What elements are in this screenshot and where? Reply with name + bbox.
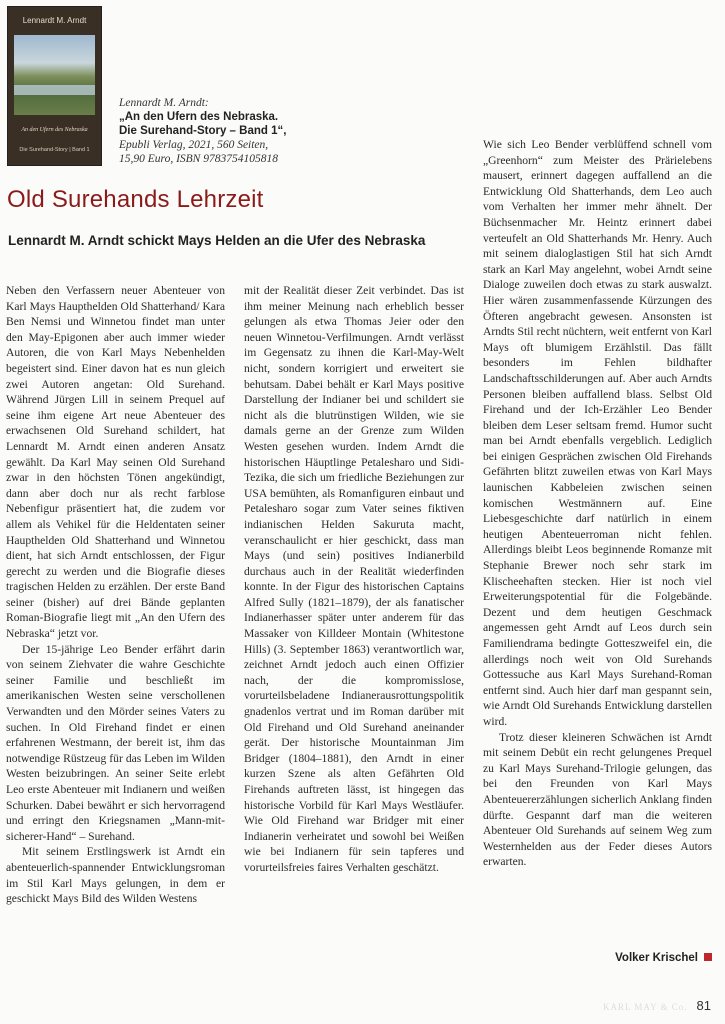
column-3	[483, 137, 712, 870]
cover-title: An den Ufern des Nebraska	[21, 127, 88, 133]
paragraph: Mit seinem Erstlingswerk ist Arndt ein abenteuerlich-spannender Entwicklungsroman im Stil Karl Mays gelungen, in dem er geschickt Mays Bild des Wilden Westens	[6, 845, 225, 906]
cover-image	[14, 35, 95, 115]
magazine-name: KARL MAY & Co.	[603, 1002, 688, 1012]
author-name: Volker Krischel	[615, 952, 698, 964]
book-cover	[7, 6, 102, 166]
cover-author: Lennardt M. Arndt	[22, 16, 87, 25]
paragraph: mit der Realität dieser Zeit verbindet. Das ist ihm meiner Meinung nach erheblich besser gelungen als etwa Thomas Jeier oder den neuen Winnetou-Verfilmungen. Arndt verlässt im Gegensatz zu ihnen die Karl-May-Welt nicht, sondern korrigiert und erweitert sie behutsam. Dabei behält er Karl Mays positive Darstellung der Indianer bei und schildert sie nicht als die blutrünstigen Wilden, wie sie damals gerne an der Grenze zum Wilden Westen gesehen wurden. Indem Arndt die historischen Häuptlinge Petalesharo und Sidi-Tezika, die sich um friedliche Beziehungen zur USA bemühten, als Romanfiguren einbaut und Petalesharo sogar zum Vater seines fiktiven indianischen Helden Sakuruta macht, veranschaulicht er hier geschickt, dass man Mays (und sein) positives Indianerbild durchaus auch in der Realität wiederfinden konnte. In der Figur des historischen Captains Alfred Sully (1821–1879), der als fanatischer Indianerhasser später unter anderem für das Massaker von Killdeer Montain (Whitestone Hills) (3. September 1863) verantwortlich war, zeichnet Arndt jedoch auch einen Offizier nach, der die kompromisslose, vorurteilsbeladene Indianerausrottungspolitik gnadenlos vertrat und im Roman darüber mit Old Firehand und Old Surehand aneinander gerät. Der historische Mountainman Jim Bridger (1804–1881), den Arndt in einer kurzen Szene als alten Gefährten Old Firehands auftreten lässt, ist hingegen das historische Vorbild für Karl Mays Westläufer. Wie Old Firehand war Bridger mit einer Indianerin verheiratet und sowohl bei Weißen wie bei Indianern für sein tapferes und vorurteilsfreies faires Verhalten geschätzt.	[244, 284, 464, 874]
cover-series: Die Surehand-Story | Band 1	[19, 147, 90, 153]
page-number: 81	[696, 998, 711, 1013]
paragraph: Trotz dieser kleineren Schwächen ist Arndt mit seinem Debüt ein recht gelungenes Prequel zu Karl Mays Surehand-Trilogie gelungen, das bei den Freunden von Karl Mays Abenteuererzählungen sicherlich Anklang finden dürfte. Gespannt darf man die weiteren Abenteuer Old Surehands auf seinem Weg zum Westernhelden aus der Feder dieses Autors erwarten.	[483, 730, 712, 869]
paragraph: Wie sich Leo Bender verblüffend schnell vom „Greenhorn“ zum Meister des Prärielebens mausert, erinnert dagegen auffallend an die Entwicklung Old Shatterhands, dem Leo auch vom Verhalten her immer mehr ähnelt. Der Büchsenmacher Mr. Heintz erinnert dabei verteufelt an Old Shatterhands Mr. Henry. Auch mit seinem dialoglastigen Stil hat sich Arndt stark an Karl May angelehnt, wobei Arndt seine Dialoge zuweilen doch etwas zu stark auswalzt. Hier wären zusammenfassende Kürzungen des Öfteren angebracht gewesen. Ansonsten ist Arndts Stil recht nüchtern, weit entfernt von Karl Mays oft blumigem Erzählstil. Das fällt besonders im Fehlen bildhafter Landschaftsschilderungen auf. Aber auch Arndts Personen bleiben auffallend blass. Selbst Old Firehand und der Ich-Erzähler Leo Bender bleiben dem Leser seltsam fremd. Humor sucht man bei Arndt ebenfalls vergeblich. Lediglich bei einigen Gesprächen zwischen Old Firehands Gefährten blitzt zuweilen etwas von Karl Mays launischen Kabbeleien zwischen seinen komischen Westmännern auf. Eine Liebesgeschichte darf natürlich in einem heutigen Abenteuerroman nicht fehlen. Allerdings bleibt Leos beginnende Romanze mit Stephanie Brewer noch sehr stark im Klischeehaften stecken. Hier ist noch viel Erweiterungspotential für die Folgebände. Dezent und dem heutigen Geschmack angemessen geht Arndt auf Leos durch sein Familiendrama bedingte Gotteszweifel ein, die allerdings noch weit von Old Surehands Gottessuche aus Karl Mays Surehand-Roman entfernt sind. Auch hier darf man gespannt sein, wie Arndt Old Surehands Entwicklung darstellen wird.	[483, 138, 712, 728]
column-2	[244, 283, 464, 876]
paragraph: Neben den Verfassern neuer Abenteuer von Karl Mays Haupthelden Old Shatterhand/ Kara Ben Nemsi und Winnetou findet man unter den May-Epigonen aber auch immer wieder Autoren, die von Karl Mays Nebenhelden begeistert sind. Einer davon hat es nun gleich zwei Autoren angetan: Old Surehand. Während Jürgen Lill in seinem Prequel auf seine ihm eigene Art neue Abenteuer des erwachsenen Old Surehand schildert, hat Lennardt M. Arndt einen anderen Ansatz gewählt. Da Karl May seinen Old Surehand zwar in den höchsten Tönen angekündigt, dann aber doch nur als recht farblose Nebenfigur präsentiert hat, die zudem vor allem als Vehikel für die Heldentaten seiner Haupthelden Old Shatterhand und Winnetou dient, hat sich Arndt entschlossen, der Figur gerecht zu werden und die Biografie dieses tragischen Helden zu erzählen. Der erste Band seiner (bisher) auf drei Bände geplanten Roman-Biografie liegt mit „An den Ufern des Nebraska“ jetzt vor.	[6, 284, 225, 641]
end-marker-icon	[704, 953, 712, 961]
book-author: Lennardt M. Arndt:	[119, 97, 209, 109]
book-info	[119, 96, 309, 166]
book-publisher: Epubli Verlag, 2021, 560 Seiten,	[119, 139, 269, 151]
book-title-line2: Die Surehand-Story – Band 1“,	[119, 125, 287, 137]
column-1	[6, 283, 225, 907]
book-title-line1: „An den Ufern des Nebraska.	[119, 111, 279, 123]
article-subtitle: Lennardt M. Arndt schickt Mays Helden an die Ufer des Nebraska	[8, 233, 426, 248]
article-title: Old Surehands Lehrzeit	[7, 186, 264, 213]
paragraph: Der 15-jährige Leo Bender erfährt darin von seinem Ziehvater die wahre Geschichte seiner Familie und beschließt im amerikanischen Westen seine verschollenen Verwandten und den Mörder seines Vaters zu suchen. In Old Firehand findet er einen erfahrenen Westmann, der bereit ist, ihm das notwendige Rüstzeug für das Leben im Wilden Westen beizubringen. An seiner Seite erlebt Leo erste Abenteuer mit Indianern und weißen Schurken. Dabei bewährt er sich hervorragend und erringt den Kriegsnamen „Mann-mit-sicherer-Hand“ – Surehand.	[6, 642, 225, 843]
article-author	[615, 952, 712, 964]
book-price-isbn: 15,90 Euro, ISBN 9783754105818	[119, 153, 278, 165]
